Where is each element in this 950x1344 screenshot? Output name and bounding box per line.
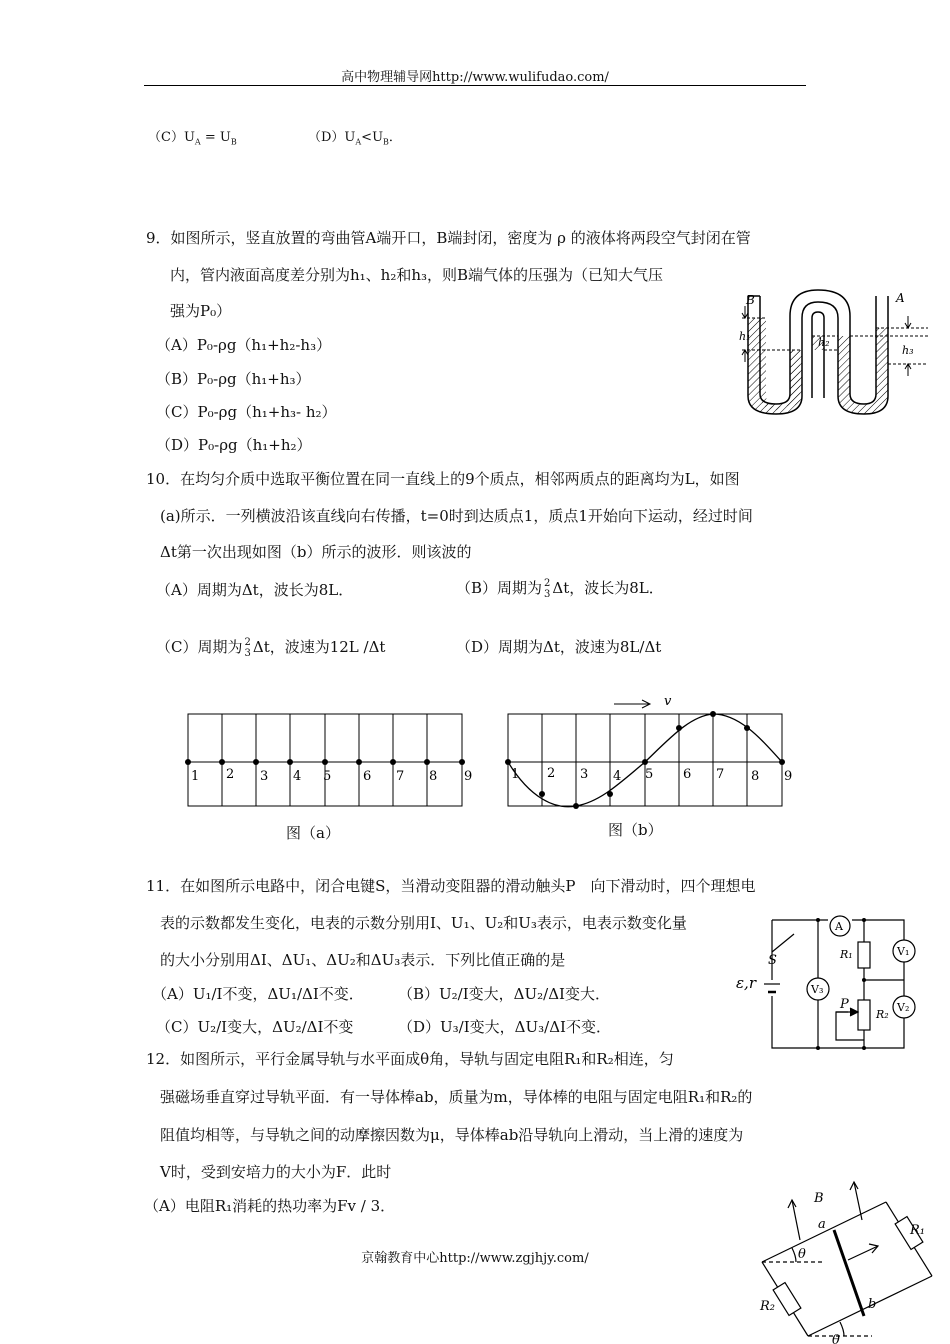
point-label: 6	[363, 769, 372, 784]
point-label: 9	[464, 769, 473, 784]
point-label: 8	[429, 769, 438, 784]
point-label: 9	[784, 769, 793, 784]
q10-option-c: （C）周期为 2 3 Δt，波速为12L /Δt	[156, 637, 386, 659]
q11-option-a: （A）U₁/I不变，ΔU₁/ΔI不变．	[152, 985, 364, 1003]
q9-option-b: （B）P₀-ρg（h₁+h₃）	[156, 370, 311, 388]
header-rule	[144, 85, 806, 86]
q8-option-d: $(D)U_A<U_B$．	[308, 130, 402, 147]
point-label: 1	[511, 767, 520, 782]
v2-label: V₂	[897, 1001, 910, 1014]
rod-end-a-label: a	[818, 1217, 826, 1232]
point-label: 2	[226, 767, 235, 782]
switch-label: S	[768, 953, 777, 968]
point-label: 4	[293, 769, 302, 784]
q11-option-c: （C）U₂/I变大，ΔU₂/ΔI不变	[156, 1018, 354, 1036]
point-label: 2	[547, 766, 556, 781]
point-label: 6	[683, 767, 692, 782]
q8-option-c: $(C)U_A = U_B$	[148, 130, 237, 147]
r1-label: R₁	[840, 948, 853, 961]
q9-line3: 强为P₀）	[170, 302, 232, 320]
page-header: 高中物理辅导网http://www.wulifudao.com/	[341, 70, 609, 85]
velocity-label: v	[664, 694, 672, 709]
q9-option-a: （A）P₀-ρg（h₁+h₂-h₃）	[156, 336, 332, 354]
fig-b-caption: 图（b）	[608, 821, 663, 839]
label-h1: h₁	[739, 330, 751, 343]
q12-line1: 12．如图所示，平行金属导轨与水平面成θ角，导轨与固定电阻R₁和R₂相连，匀	[146, 1050, 674, 1068]
label-h3: h₃	[902, 344, 914, 357]
point-label: 5	[645, 767, 654, 782]
rod-end-b-label: b	[868, 1297, 877, 1312]
emf-label: ε,r	[736, 974, 756, 992]
page-footer: 京翰教育中心http://www.zgjhjy.com/	[361, 1251, 589, 1266]
theta-label: θ	[832, 1333, 840, 1344]
point-label: 5	[323, 769, 332, 784]
q11-option-b: （B）U₂/I变大，ΔU₂/ΔI变大．	[398, 985, 610, 1003]
q10-line3: Δt第一次出现如图（b）所示的波形．则该波的	[160, 543, 472, 561]
label-a: A	[896, 291, 905, 305]
q11-circuit-figure	[728, 908, 924, 1056]
slider-label: P	[840, 997, 849, 1012]
q10-line1: 10．在均匀介质中选取平衡位置在同一直线上的9个质点，相邻两质点的距离均为L，如图	[146, 470, 740, 488]
r2-label: R₂	[876, 1008, 889, 1021]
q11-line3: 的大小分别用ΔI、ΔU₁、ΔU₂和ΔU₃表示．下列比值正确的是	[160, 951, 566, 969]
point-label: 3	[580, 767, 589, 782]
r1-label: R₁	[910, 1223, 925, 1238]
point-label: 8	[751, 769, 760, 784]
label-h2: h₂	[818, 336, 830, 349]
q10-figure-b	[500, 688, 800, 816]
point-label: 7	[396, 769, 405, 784]
q11-line2: 表的示数都发生变化，电表的示数分别用I、U₁、U₂和U₃表示，电表示数变化量	[160, 914, 687, 932]
r2-label: R₂	[760, 1299, 775, 1314]
b-field-label: B	[814, 1191, 824, 1206]
q9-option-c: （C）P₀-ρg（h₁+h₃- h₂）	[156, 403, 337, 421]
q10-line2: (a)所示．一列横波沿该直线向右传播，t=0时到达质点1，质点1开始向下运动，经过时间	[160, 507, 753, 525]
point-label: 3	[260, 769, 269, 784]
q10-option-b: （B）周期为 2 3 Δt，波长为8L．	[456, 578, 664, 600]
q9-line2: 内，管内液面高度差分别为h₁、h₂和h₃，则B端气体的压强为（已知大气压	[170, 266, 664, 284]
ammeter-label: A	[835, 920, 843, 933]
q12-line3: 阻值均相等，与导轨之间的动摩擦因数为μ，导体棒ab沿导轨向上滑动，当上滑的速度为	[160, 1126, 744, 1144]
q11-option-d: （D）U₃/I变大，ΔU₃/ΔI不变．	[398, 1018, 611, 1036]
q12-line2: 强磁场垂直穿过导轨平面．有一导体棒ab，质量为m，导体棒的电阻与固定电阻R₁和R₂的	[160, 1088, 753, 1106]
q10-figure-a	[180, 710, 480, 810]
q12-option-a: （A）电阻R₁消耗的热功率为Fv / 3．	[144, 1197, 396, 1215]
point-label: 4	[613, 769, 622, 784]
v1-label: V₁	[897, 945, 910, 958]
label-b: B	[746, 293, 755, 307]
point-label: 1	[191, 769, 200, 784]
q12-line4: V时，受到安培力的大小为F．此时	[160, 1163, 392, 1181]
fig-a-caption: 图（a）	[286, 824, 340, 842]
point-label: 7	[716, 767, 725, 782]
v3-label: V₃	[811, 983, 824, 996]
q9-u-tube-figure	[728, 288, 940, 418]
q11-line1: 11．在如图所示电路中，闭合电键S，当滑动变阻器的滑动触头P 向下滑动时，四个理想电	[146, 877, 756, 895]
theta-label: θ	[798, 1247, 806, 1262]
q10-option-d: （D）周期为Δt，波速为8L/Δt	[456, 638, 662, 656]
q9-line1: 9．如图所示，竖直放置的弯曲管A端开口，B端封闭，密度为 ρ 的液体将两段空气封闭在管	[146, 229, 751, 247]
q9-option-d: （D）P₀-ρg（h₁+h₂）	[156, 436, 312, 454]
q10-option-a: （A）周期为Δt，波长为8L．	[156, 581, 354, 599]
